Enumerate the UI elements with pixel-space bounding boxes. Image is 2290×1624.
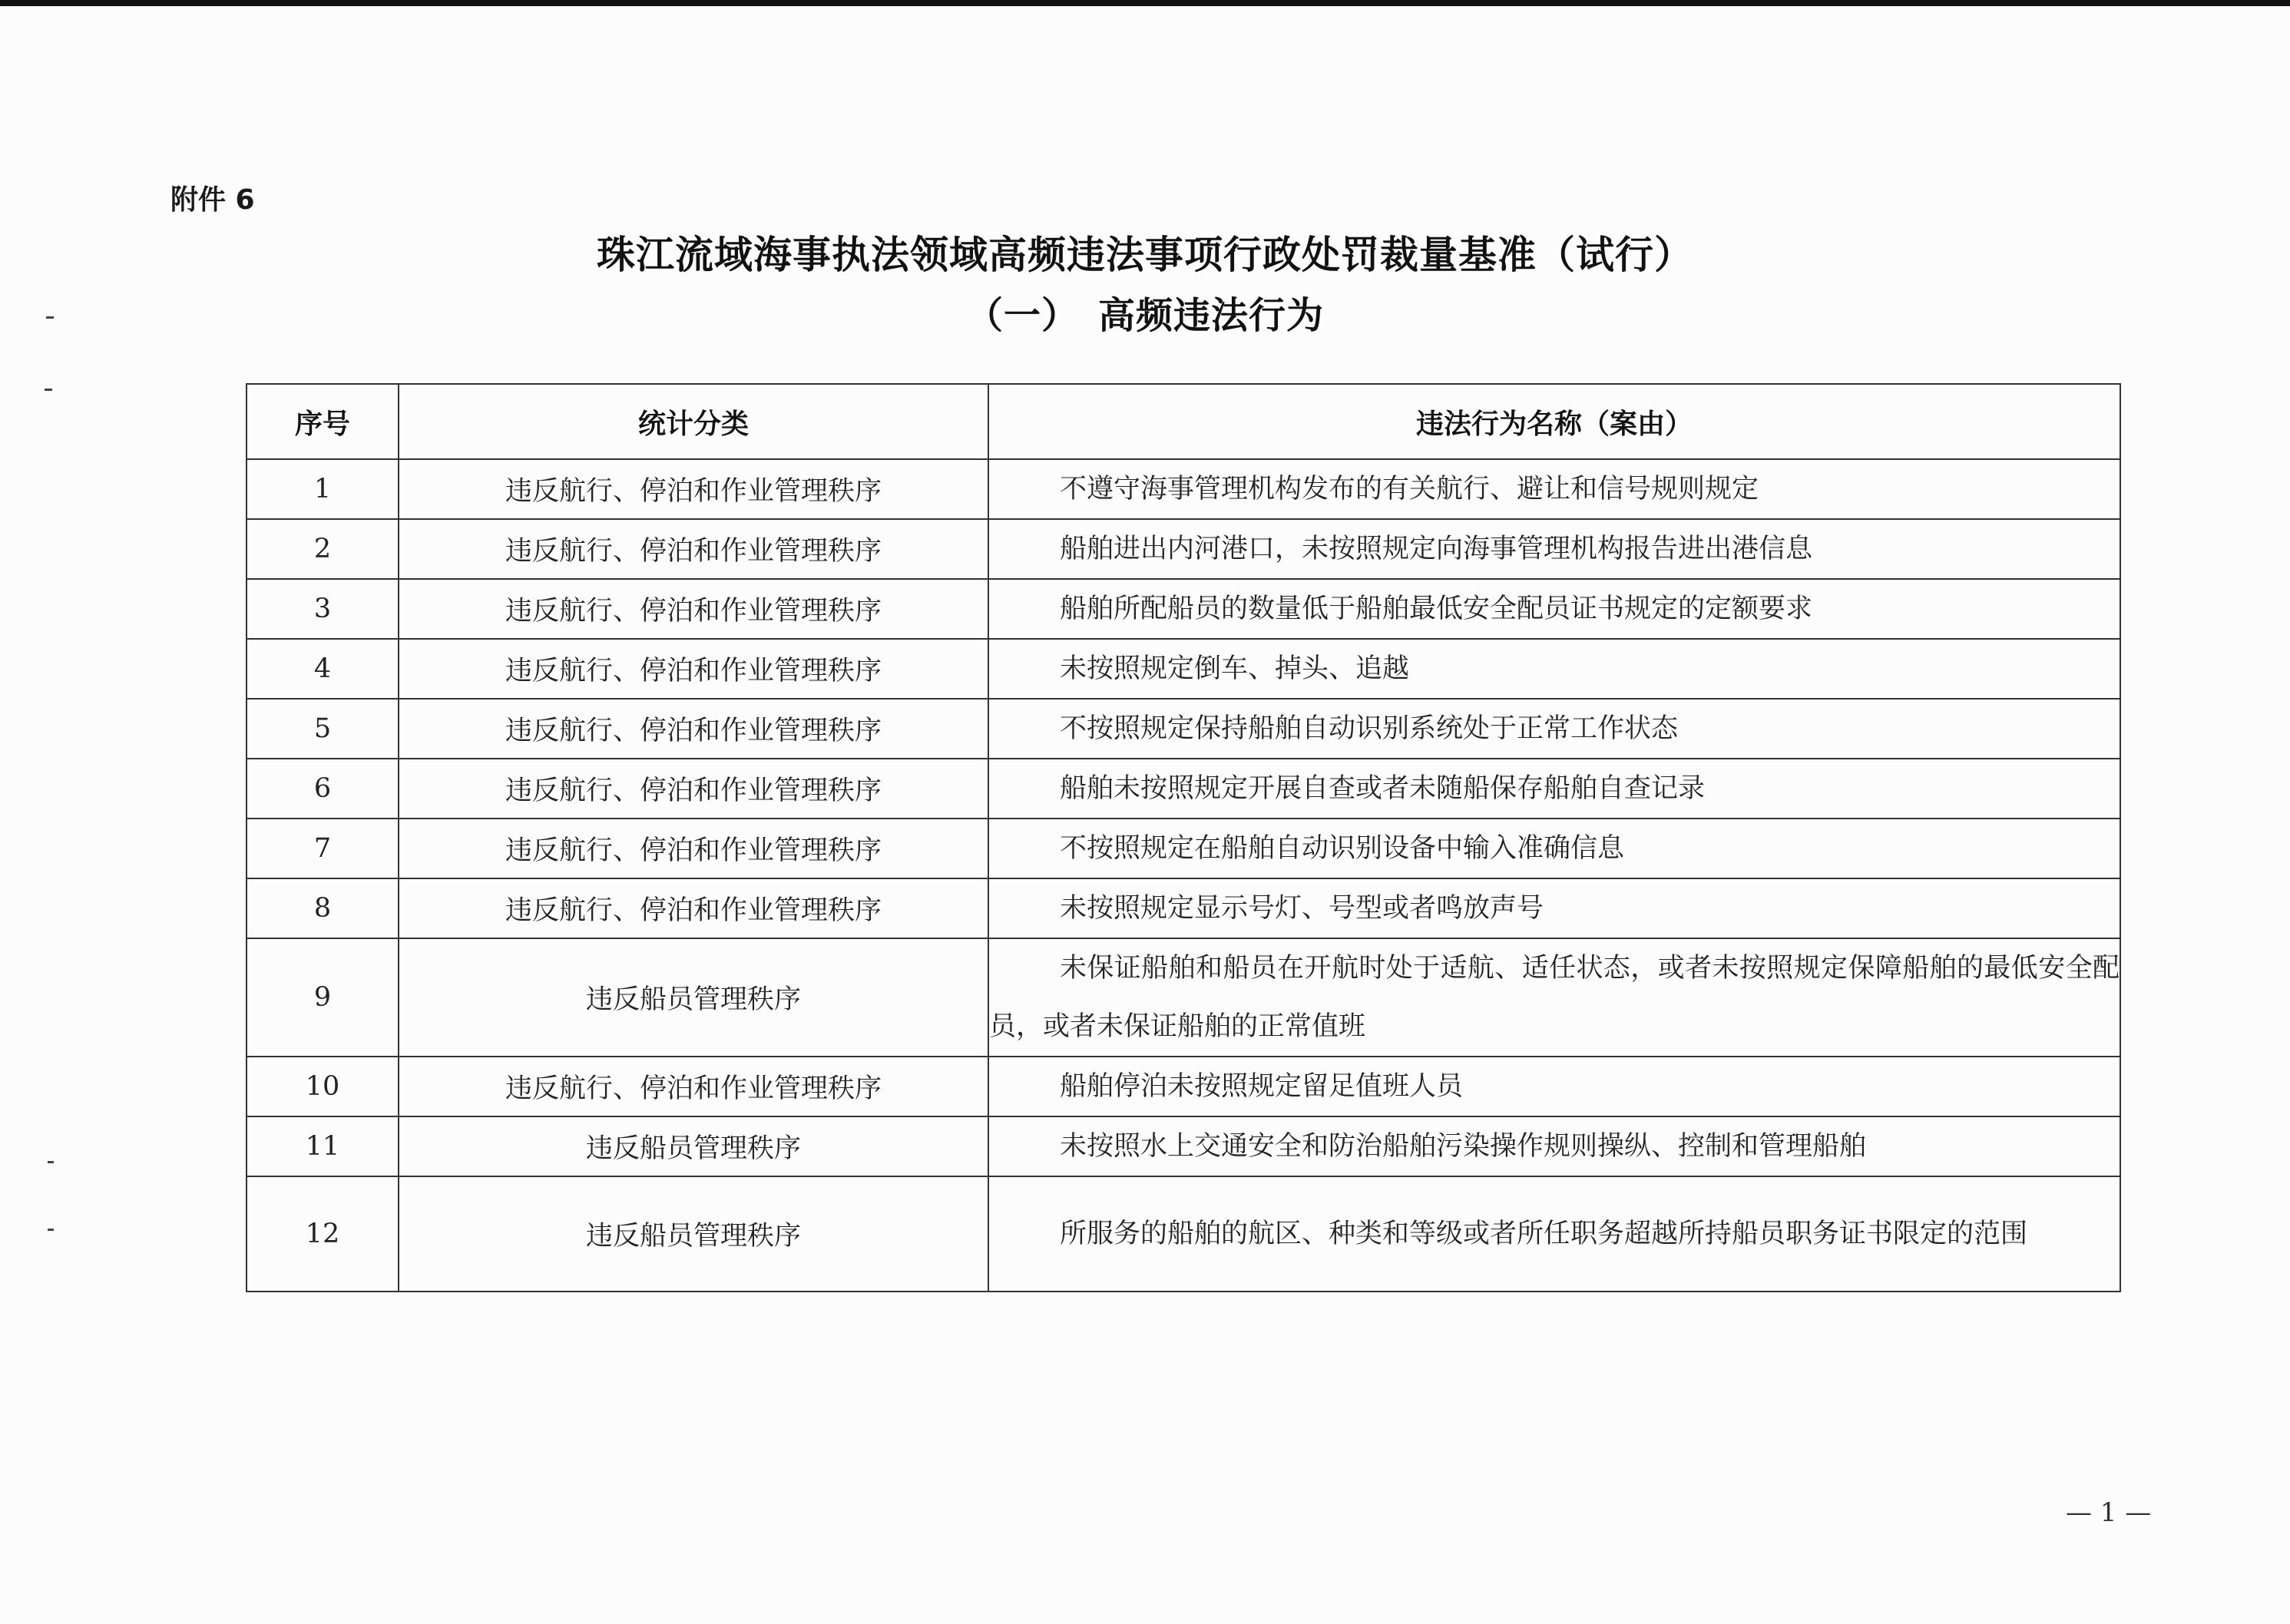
row-violation: 未按照规定显示号灯、号型或者鸣放声号 (988, 878, 2120, 938)
row-number: 11 (247, 1116, 399, 1176)
table-row (247, 819, 2120, 878)
table-header-row (247, 384, 2120, 459)
table-row (247, 699, 2120, 759)
document-title: 珠江流域海事执法领域高频违法事项行政处罚裁量基准（试行） (597, 233, 1693, 277)
row-category: 违反航行、停泊和作业管理秩序 (399, 579, 988, 639)
row-number: 5 (247, 699, 399, 759)
row-category: 违反航行、停泊和作业管理秩序 (399, 519, 988, 579)
row-category: 违反船员管理秩序 (399, 1116, 988, 1176)
row-number: 7 (247, 819, 399, 878)
row-category: 违反航行、停泊和作业管理秩序 (399, 1057, 988, 1116)
row-category: 违反船员管理秩序 (399, 1176, 988, 1292)
row-violation: 未按照规定倒车、掉头、追越 (988, 639, 2120, 699)
row-number: 4 (247, 639, 399, 699)
page-number: — 1 — (2066, 1497, 2152, 1528)
row-category: 违反船员管理秩序 (399, 938, 988, 1057)
table-row (247, 1057, 2120, 1116)
row-category: 违反航行、停泊和作业管理秩序 (399, 639, 988, 699)
margin-mark (45, 389, 52, 391)
row-category: 违反航行、停泊和作业管理秩序 (399, 699, 988, 759)
table-row (247, 1176, 2120, 1292)
row-violation: 未按照水上交通安全和防治船舶污染操作规则操纵、控制和管理船舶 (988, 1116, 2120, 1176)
margin-mark (48, 1229, 54, 1231)
table-row (247, 878, 2120, 938)
row-violation: 所服务的船舶的航区、种类和等级或者所任职务超越所持船员职务证书限定的范围 (988, 1176, 2120, 1292)
row-violation: 未保证船舶和船员在开航时处于适航、适任状态，或者未按照规定保障船舶的最低安全配员，或者未保证船舶的正常值班 (988, 938, 2120, 1057)
row-category: 违反航行、停泊和作业管理秩序 (399, 878, 988, 938)
row-violation: 不按照规定保持船舶自动识别系统处于正常工作状态 (988, 699, 2120, 759)
attachment-label: 附件 6 (170, 184, 255, 216)
table-row (247, 759, 2120, 819)
row-number: 1 (247, 459, 399, 519)
row-violation: 船舶停泊未按照规定留足值班人员 (988, 1057, 2120, 1116)
row-category: 违反航行、停泊和作业管理秩序 (399, 819, 988, 878)
table-row (247, 1116, 2120, 1176)
header-category: 统计分类 (399, 384, 988, 459)
table-row (247, 519, 2120, 579)
row-number: 2 (247, 519, 399, 579)
section-subtitle: （一） 高频违法行为 (965, 294, 1324, 337)
table-row (247, 639, 2120, 699)
row-category: 违反航行、停泊和作业管理秩序 (399, 759, 988, 819)
table-row (247, 579, 2120, 639)
row-number: 10 (247, 1057, 399, 1116)
row-number: 9 (247, 938, 399, 1057)
row-number: 12 (247, 1176, 399, 1292)
row-violation: 船舶未按照规定开展自查或者未随船保存船舶自查记录 (988, 759, 2120, 819)
header-violation: 违法行为名称（案由） (988, 384, 2120, 459)
table-row (247, 938, 2120, 1057)
row-number: 8 (247, 878, 399, 938)
row-category: 违反航行、停泊和作业管理秩序 (399, 459, 988, 519)
row-violation: 不按照规定在船舶自动识别设备中输入准确信息 (988, 819, 2120, 878)
margin-mark (48, 1161, 54, 1163)
table-row (247, 459, 2120, 519)
violations-table (246, 383, 2121, 1292)
row-violation: 不遵守海事管理机构发布的有关航行、避让和信号规则规定 (988, 459, 2120, 519)
scan-top-edge (0, 0, 2290, 6)
row-violation: 船舶进出内河港口，未按照规定向海事管理机构报告进出港信息 (988, 519, 2120, 579)
header-no: 序号 (247, 384, 399, 459)
row-number: 6 (247, 759, 399, 819)
row-number: 3 (247, 579, 399, 639)
row-violation: 船舶所配船员的数量低于船舶最低安全配员证书规定的定额要求 (988, 579, 2120, 639)
